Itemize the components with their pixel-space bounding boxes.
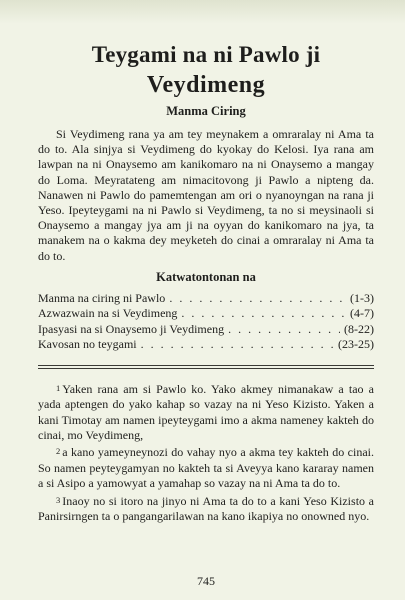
intro-paragraph: Si Veydimeng rana ya am tey meynakem a omraralay ni Ama ta do to. Ala sinjya si Veydimeng do kyokay do Kelosi. Iya rana am lawpan na ni Onaysemo am kanikomaro na ni Onaysemo a mangay do Loma. Meyratateng am nimacitovong ji Pawlo a nipteng da. Nanawen ni Pawlo do pamemtengan am ori o nyanoyngan na rana ji Yeso. Ipeyteygami na ni Pawlo si Veydimeng, ta no si meysinaoli si Onaysemo a mangay jya am ji na oyyan do kanikomaro na jya, ta manakem na o kakma dey meyketeh do cinai a omraralay ni Ama ta do to. <box>38 127 374 263</box>
contents-heading: Katwatontonan na <box>156 269 256 284</box>
book-page <box>38 30 374 590</box>
verse-text: Yaken rana am si Pawlo ko. Yako akmey nimanakaw a tao a yada aptengen do yako kahap so vazay na ni Yeso Kizisto. Yaken a kani Timotay am namen ipeyteygami imo a akma nameney kakteh do cinai, mo Veydimeng, <box>38 381 374 443</box>
verse <box>38 444 374 491</box>
verse <box>38 381 374 444</box>
verse-text: Inaoy no si itoro na jinyo ni Ama ta do to a kani Yeso Kizisto a Panirsirngen ta o pangangarilawan na kano ikapiya no onowned nyo. <box>38 493 374 524</box>
toc-leader-dots <box>228 322 340 338</box>
toc-entry-label: Manma na ciring ni Pawlo <box>38 290 166 305</box>
toc-entry <box>38 337 374 353</box>
toc-entry <box>38 291 374 307</box>
verse <box>38 493 374 525</box>
book-title-line1: Teygami na ni Pawlo ji <box>91 42 321 67</box>
verse-text: a kano yameyneynozi do vahay nyo a akma tey kakteh do cinai. So namen peyteygamyan no kakteh ta si Aveyya kano kararay namen a si Asipo a yamowyat a yamahap so vazay na ni Ama ta do to. <box>38 445 374 491</box>
toc-entry <box>38 306 374 322</box>
toc-entry-label: Ipasyasi na si Onaysemo ji Veydimeng <box>38 321 225 336</box>
toc-leader-dots <box>141 337 334 353</box>
toc-entry-label: Azwazwain na si Veydimeng <box>38 306 178 321</box>
intro-heading: Manma Ciring <box>166 104 246 118</box>
book-title-line2: Veydimeng <box>146 72 266 98</box>
toc-leader-dots <box>169 291 346 307</box>
section-divider <box>38 365 374 366</box>
toc-entry-label: Kavosan no teygami <box>38 337 137 352</box>
toc-leader-dots <box>181 306 346 322</box>
toc-entry <box>38 322 374 338</box>
page-number: 745 <box>197 574 215 588</box>
toc-entry-ref: (1-3) <box>350 290 374 305</box>
toc-entry-ref: (23-25) <box>338 337 374 352</box>
verse-number: 1 <box>56 382 61 393</box>
table-of-contents <box>38 291 374 353</box>
toc-entry-ref: (4-7) <box>350 306 374 321</box>
toc-entry-ref: (8-22) <box>344 321 374 336</box>
section-divider-second <box>38 368 374 369</box>
verse-number: 2 <box>56 446 61 457</box>
page-edge-shadow <box>0 0 405 24</box>
scripture-text <box>38 381 374 525</box>
verse-number: 3 <box>56 494 61 505</box>
